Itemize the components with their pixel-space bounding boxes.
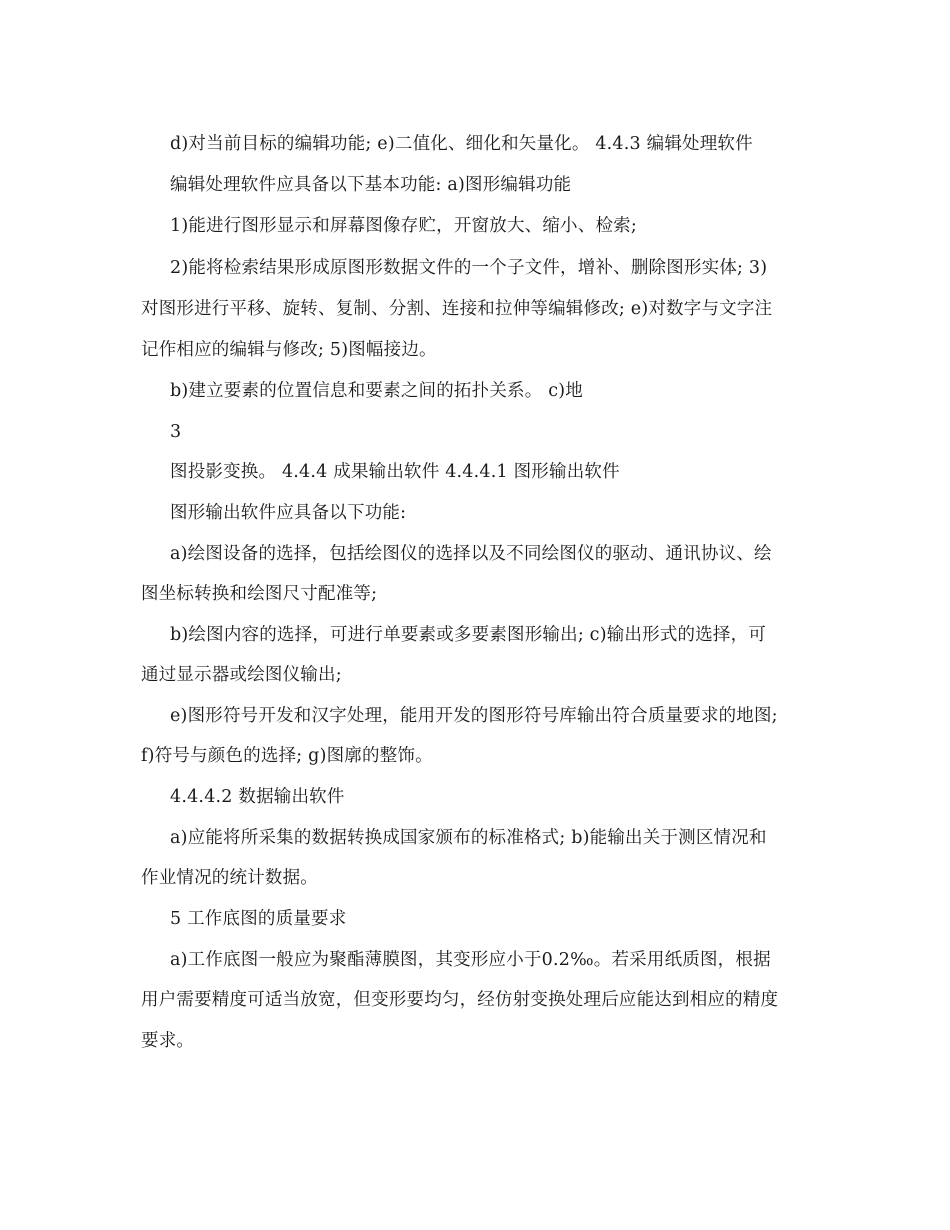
text-line: a)绘图设备的选择，包括绘图仪的选择以及不同绘图仪的驱动、通讯协议、绘 — [170, 544, 772, 564]
text-line: 图投影变换。 4.4.4 成果输出软件 4.4.4.1 图形输出软件 — [170, 462, 620, 482]
text-line: e)图形符号开发和汉字处理，能用开发的图形符号库输出符合质量要求的地图; — [170, 706, 778, 726]
text-line: a)工作底图一般应为聚酯薄膜图，其变形应小于0.2‰。若采用纸质图，根据 — [170, 950, 771, 970]
text-line: 要求。 — [141, 1031, 195, 1051]
page-number: 3 — [170, 422, 182, 442]
text-line: 编辑处理软件应具备以下基本功能: a)图形编辑功能 — [170, 175, 572, 195]
text-line: f)符号与颜色的选择; g)图廓的整饰。 — [141, 746, 433, 766]
text-line: 用户需要精度可适当放宽，但变形要均匀，经仿射变换处理后应能达到相应的精度 — [141, 990, 779, 1010]
section-heading: 5 工作底图的质量要求 — [170, 909, 347, 929]
text-line: 1)能进行图形显示和屏幕图像存贮，开窗放大、缩小、检索; — [170, 216, 637, 236]
text-line: 图形输出软件应具备以下功能: — [170, 503, 407, 523]
text-line: 图坐标转换和绘图尺寸配准等; — [141, 584, 378, 604]
text-line: a)应能将所采集的数据转换成国家颁布的标准格式; b)能输出关于测区情况和 — [170, 828, 767, 848]
text-line: b)绘图内容的选择，可进行单要素或多要素图形输出; c)输出形式的选择，可 — [170, 625, 767, 645]
text-line: b)建立要素的位置信息和要素之间的拓扑关系。 c)地 — [170, 381, 583, 401]
text-line: 2)能将检索结果形成原图形数据文件的一个子文件，增补、删除图形实体; 3) — [170, 258, 768, 278]
section-heading: 4.4.4.2 数据输出软件 — [170, 787, 345, 807]
text-line: 记作相应的编辑与修改; 5)图幅接边。 — [141, 340, 437, 360]
text-line: 对图形进行平移、旋转、复制、分割、连接和拉伸等编辑修改; e)对数字与文字注 — [141, 299, 773, 319]
text-line: 作业情况的统计数据。 — [141, 868, 318, 888]
text-line: d)对当前目标的编辑功能; e)二值化、细化和矢量化。 4.4.3 编辑处理软件 — [170, 134, 753, 154]
text-line: 通过显示器或绘图仪输出; — [141, 665, 342, 685]
